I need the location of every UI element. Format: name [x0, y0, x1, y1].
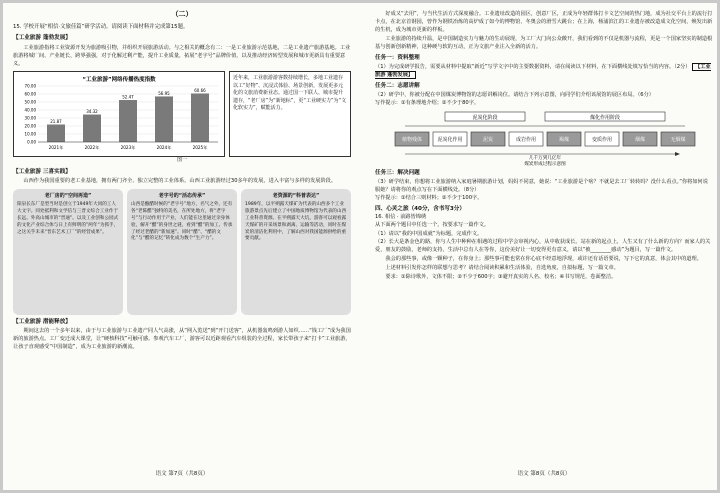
y-tick-label: 40.00: [24, 107, 36, 113]
y-tick-label: 70.00: [24, 83, 36, 89]
y-tick-label: 20.00: [24, 123, 36, 129]
task-2-question: （2）研学中，你被分配在中国煤炭博物馆的志愿讲解岗位。请结合下列示意图，向同学们介绍该展馆的展区布局。（6分）: [375, 91, 654, 98]
chart-note: 近年来，工业旅游游客数持续增长，多地工业遗存以工“好物”、沉浸式体验、场景创新，发展更多元化的文旅消费新业态。通过国一下联人、城市提升遗存，“老厂房”为“新地标”，更“工业硬实力”为“文化软实力”，赋能活力。: [229, 71, 351, 157]
flow-node-label: 无烟煤: [670, 136, 686, 143]
flow-nodes: [395, 132, 695, 146]
case-card-text: 1989年，以平朔露天煤矿为代表的山西多个工业旅游景点先后建立了中国地质博物馆为代表的山西工业科普资源。在平朔露天大坑，游客可以观看露天煤矿的开采场景和剥离、运输等活动，同时在煤炭的清洁化利用中，了解山西对我国能源供给的重要贡献。: [245, 202, 347, 242]
flow-node-label: 变质作用: [591, 136, 613, 143]
y-tick-label: 30.00: [24, 115, 36, 121]
page-right: [375, 9, 713, 479]
data-label: 21.87: [50, 119, 62, 125]
material-2-text: 山西作为我国重要的老工业基地，拥有两门齐全、独立完整的工业体系。山西工业旅游经过30多年的发展，进入丰富与多样的发展阶段。: [23, 178, 337, 185]
task-1-question-text: （1）为完成研学报告，需要从材料中提取“新近”写学文字中的主要数据资料，请在阅读以下材料，在下面横线处填写恰当的内容。（2分）: [375, 63, 691, 70]
flow-node-label: 褐煤: [558, 136, 570, 143]
x-tick-label: 2024年: [156, 145, 172, 151]
case-card-text: 山西是酿醋时候的“老字号”地方，名气之外，还有各“老陈醋”独特的美名，在所处地方，将“老字号”与行动作用于产业，人们能在这里通过亲身体验，解开“醋”的身世之谜，看到“醋”的加工、传承了经过老醋的“新加速”。同时“醋”、“醋的文化”与“醋的记忆”转化成为数个“生产力”。: [131, 202, 233, 242]
material-1-title: 【工业旅游 蓬勃发展】: [13, 35, 71, 42]
x-tick-label: 2021年: [48, 145, 64, 151]
chart-title: “工业旅游”网络传播热度指数: [82, 77, 156, 84]
task-1-title: 任务一：资料整理: [375, 55, 420, 62]
chart-area: [13, 71, 351, 157]
task-1-question: [375, 63, 713, 79]
diagram-caption: 煤炭形成过程示意图: [524, 161, 566, 166]
stage-label: 泥炭化阶段: [472, 114, 498, 121]
question-16: 16. 相信 · 前路皆锦绣: [375, 214, 427, 221]
intro-text: 好成又“去用”，与当代生活方式深度融合。工业遗址改造的园区，创意厂区，正成为年轻群体打卡文艺空间的热门地，成为社交平台上的流行打卡点，在北京首钢园，曾作为钢铁冶炼的高炉成了如今的博物馆、冬奥会的滑雪大跳台；在上海，杨浦滨江的工业遗存被改造成文化空间，焕发出新的生机，成为城市更新的样板。: [375, 11, 713, 34]
material-3-text: 期间这去的一个多年以来，由于与工业旅游与工业遗产同人气高涨，从“网入览送”到“开门送客”，从机器轰鸣到游人如织……“钱工厂”成为我国新的旅游热点。工厂变迁成大课堂，让“硬核科技”可触可感。参观汽车工厂，游客可以近距观看汽车组装的全过程，家长带孩子来“打卡”工业旅游，让孩子直观感受“中国制造”，成为工业旅游的新潮流。: [13, 328, 351, 351]
flow-svg: [375, 110, 713, 166]
essay-prompt: 从下面两个题目中任选一个，按要求写一篇作文。: [375, 222, 490, 229]
x-tick-label: 2025年: [192, 145, 208, 151]
y-tick-label: 60.00: [24, 91, 36, 97]
bar: [191, 94, 209, 143]
case-card-title: 老资源的“科普表达”: [272, 192, 320, 199]
part-4-title: 四、心灵之旅（40分，含书写3分）: [375, 205, 465, 212]
data-label: 34.32: [86, 109, 98, 115]
essay-option-2: （2）长大是条金色的路，你与人生中种种在相遇的过程中学会审视内心，从中收获成长。站在新的起点上，人生又有了什么新的方向？而家人的关爱，朋友的鼓励，老师的支持，生活中总有人在等你，这份美好让一切变得更有意义，请以“被________感动”为题目，写一篇作文。: [375, 238, 711, 253]
essay-option-2c: 上述材料引发你怎样的联想与思考？请结合阅读积累和生活体验，自选角度，自拟标题，写一篇文章。: [385, 264, 619, 271]
bar: [155, 97, 173, 143]
case-card-text: 阳泉长东厂是型当时是创立于1949年大同的工人大文字。同处抵利和文学信与三晋文综合工业作于长远。外高山城市的“晋通”。以及工业创和公园式的文化产业综合体与日上有鲜明的”两年“为抓手，之这关乎未来“晋东艺术工厂”的经营成果”。: [17, 202, 119, 235]
material-2-title: 【工业旅游 三喜实践】: [13, 168, 71, 175]
case-card-title: 老厂房的“空间再造”: [44, 192, 92, 199]
time-label: 几千万到几亿年: [528, 155, 562, 161]
material-1-text: 工业旅游指将工业资源开发为旅游吸引物，并组织开展旅游活动。与之相关的概念有二：一是工业旅游示范基地，二是工业遗产旅游基地。工业旅游将城厂间、产业链长，跨界强强，对于化解过剩产能，提升工业质量，拓展“老字号”品牌价值，以及推动经济转型发展和城市更新具有重要意义。: [13, 44, 351, 67]
task-3-requirement: 写作提示：①结合三则材料；②不少于100字。: [375, 194, 483, 201]
page-footer: 语文 第8页（共8页）: [517, 471, 571, 478]
flow-node-label: 成岩作用: [515, 136, 537, 143]
flow-node-label: 烟煤: [634, 136, 646, 143]
case-cards: [13, 189, 351, 315]
task-1-box: 【工业旅游 蓬勃发展】: [375, 63, 711, 79]
material-3-title: 【工业旅游 潜能释放】: [13, 318, 71, 325]
task-2-requirement: 写作提示：①有条理地介绍；②不少于80字。: [375, 99, 480, 106]
y-tick-label: 50.00: [24, 99, 36, 105]
task-2-title: 任务二：志愿讲解: [375, 83, 420, 90]
case-card: [13, 189, 123, 315]
stage-label: 煤化作用阶段: [589, 114, 621, 121]
bar: [47, 125, 65, 142]
flow-node-label: 泥炭: [482, 136, 494, 143]
y-tick-label: 10.00: [24, 131, 36, 137]
y-tick-label: 0.00: [27, 139, 36, 145]
task-3-title: 任务三：解决问题: [375, 169, 420, 176]
arrow-head: [675, 152, 680, 156]
data-label: 52.47: [122, 94, 134, 100]
x-tick-label: 2022年: [84, 145, 100, 151]
bar: [83, 115, 101, 142]
exam-sheet: [3, 3, 717, 490]
bar-chart: [14, 72, 224, 156]
intro-text-2: 工业旅游的持续升温，是中国制造实力与魅力的生动展现，为工厂大门向公众敞开，我们看到的不仅是机器与流程，更是一个国家坚实的制造根基与创新创新精神，这种硬与软的互动，正为文旅产业注入全新的活力。: [375, 36, 713, 51]
essay-option-2b: 我会的那些事，或像一颗种子，在你身上；那些事可能也常在你心底不经意地浮现，或许还有话语要说，写下它的真意，体会其中的道理。: [385, 255, 702, 262]
chart-box: [13, 71, 225, 157]
bar: [119, 100, 137, 142]
flow-node-label: 植物残体: [401, 136, 423, 143]
case-card-title: 老字号的“活态传承”: [158, 192, 206, 199]
essay-requirements: 要求：①除诗歌外，文体不限；②不少于600字；③避开真实的人名、校名；④书写规范，卷面整洁。: [385, 273, 617, 280]
page-left: [13, 9, 351, 479]
question-15: 15. 学校开展“相信·文旅佳篇”研学活动。请阅读下面材料并完成第15题。: [13, 23, 189, 30]
coal-formation-diagram: [375, 110, 713, 166]
x-tick-label: 2023年: [120, 145, 136, 151]
case-card: [127, 189, 237, 315]
page-footer: 语文 第7页（共8页）: [155, 471, 209, 478]
task-3-question: （3）研学结束，你想将工业旅游纳入家庭暑期旅游计划，妈妈不同意，她说：“工业旅游是个啥？不就是去工厂转转吗？没什么看点。”你将如何说服她？请将你的观点写在下面横线处。（8分）: [375, 178, 708, 193]
flow-node-label: 泥炭化作用: [437, 136, 463, 143]
data-label: 60.66: [194, 88, 206, 94]
section-title: （二）: [171, 10, 193, 18]
essay-option-1: （1）请以“我的中国成就”为标题，完成作文。: [375, 230, 483, 237]
data-label: 56.95: [158, 91, 170, 97]
figure-label: 图一: [176, 157, 187, 164]
case-card: [241, 189, 351, 315]
